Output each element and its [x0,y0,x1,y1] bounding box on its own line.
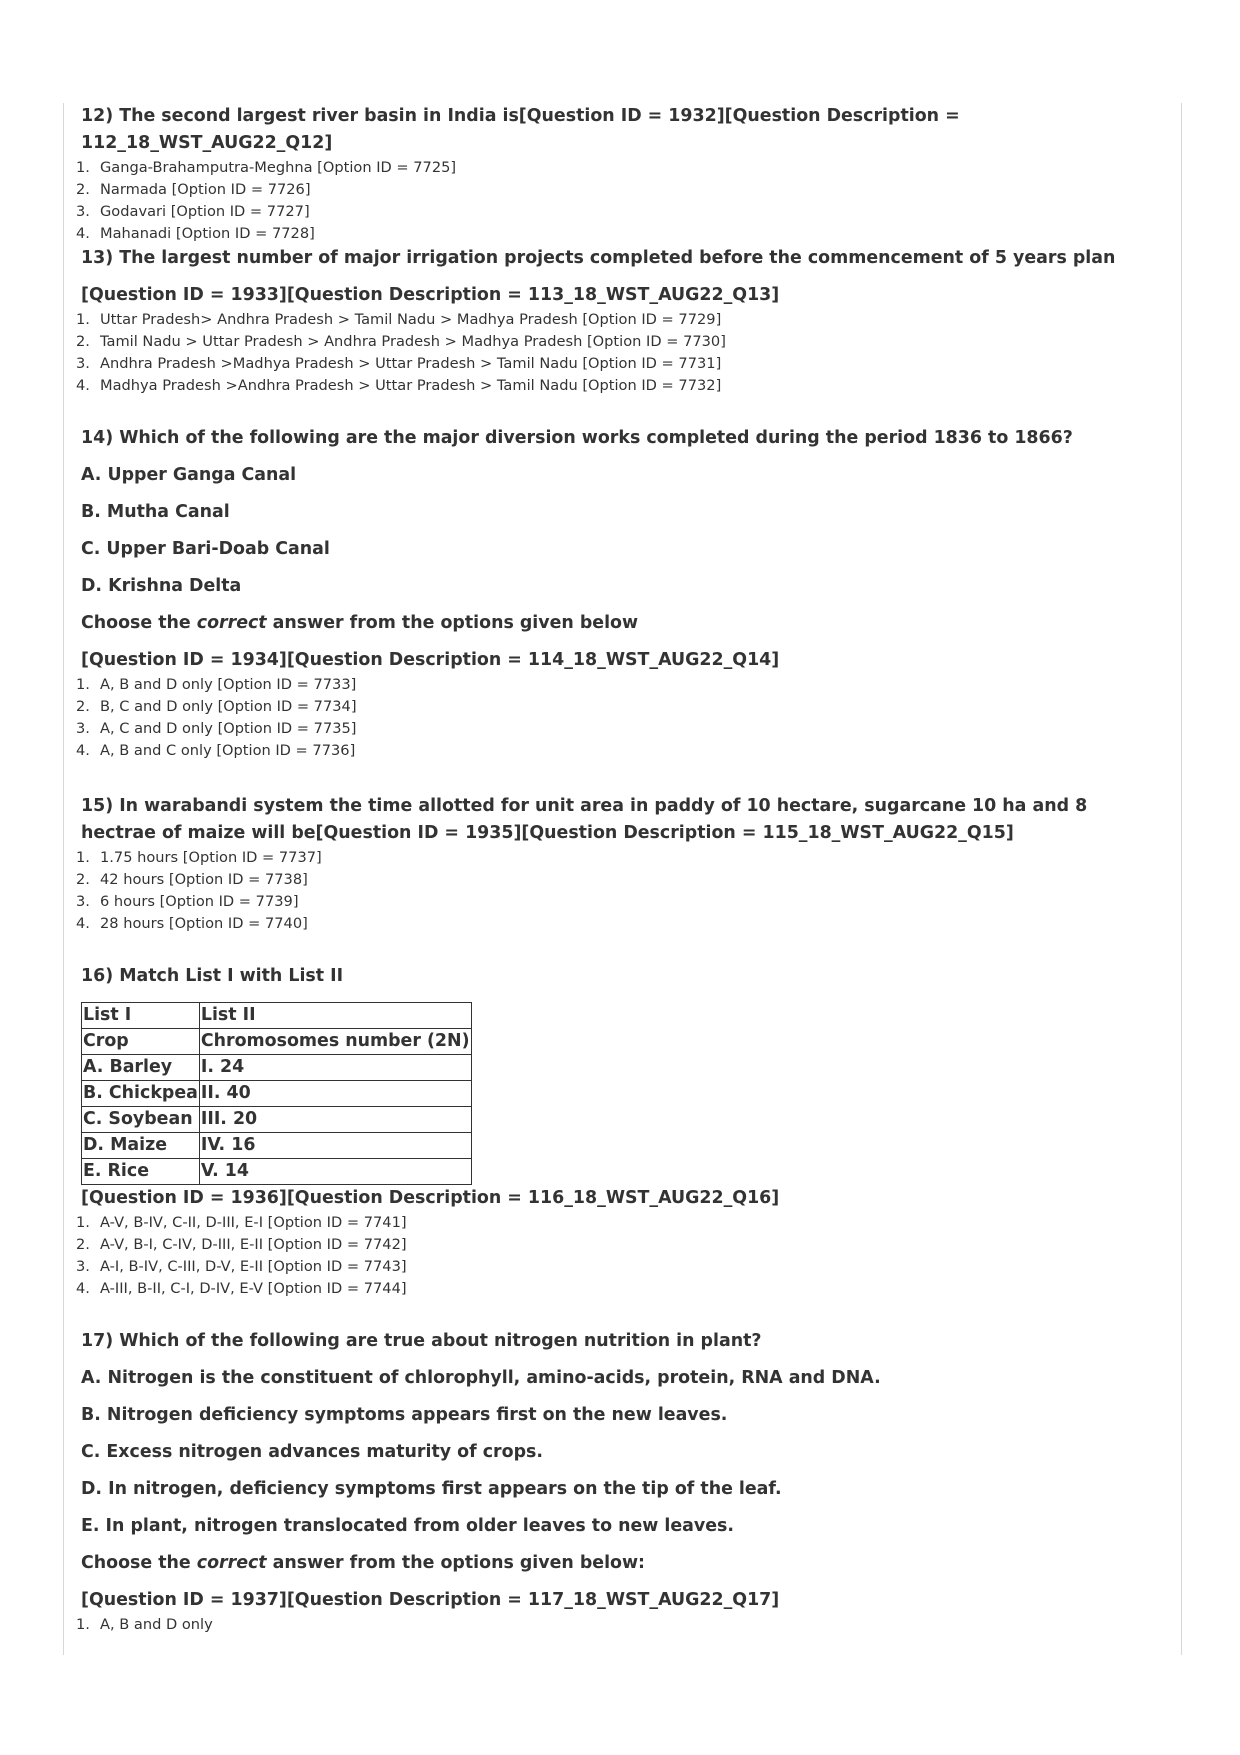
option: 3. Andhra Pradesh >Madhya Pradesh > Uttar Pradesh > Tamil Nadu [Option ID = 7731] [76,355,722,372]
question-title: 13) The largest number of major irrigation projects completed before the commencement of 5 years plan [81,248,1116,268]
question-title: 14) Which of the following are the major diversion works completed during the period 1836 to 1866? [81,428,1073,448]
table-row [82,1159,472,1185]
option: 1. A-V, B-IV, C-II, D-III, E-I [Option ID = 7741] [76,1214,407,1231]
option: 3. A, C and D only [Option ID = 7735] [76,720,357,737]
table-cell: V. 14 [199,1159,471,1185]
option: 4. Madhya Pradesh >Andhra Pradesh > Uttar Pradesh > Tamil Nadu [Option ID = 7732] [76,377,722,394]
statement: C. Upper Bari-Doab Canal [81,539,330,559]
question-title: 17) Which of the following are true about nitrogen nutrition in plant? [81,1331,762,1351]
option: 3. Godavari [Option ID = 7727] [76,203,310,220]
option-list [0,1212,1240,1300]
option: 2. B, C and D only [Option ID = 7734] [76,698,357,715]
question-17 [0,1328,1240,1636]
option-list [0,674,1240,762]
option: 2. 42 hours [Option ID = 7738] [76,871,308,888]
question-id-line: [Question ID = 1937][Question Description = 117_18_WST_AUG22_Q17] [81,1590,780,1610]
match-table [81,1002,472,1185]
option: 1. A, B and D only [Option ID = 7733] [76,676,357,693]
table-row [82,1029,472,1055]
option-list [0,309,1240,397]
table-row [82,1055,472,1081]
table-cell: List I [82,1003,200,1029]
table-cell: B. Chickpea [82,1081,200,1107]
table-cell: III. 20 [199,1107,471,1133]
table-row [82,1003,472,1029]
table-row [82,1081,472,1107]
option-list [0,847,1240,935]
option-list [0,1614,1240,1636]
table-cell: I. 24 [199,1055,471,1081]
table-cell: D. Maize [82,1133,200,1159]
option: 4. Mahanadi [Option ID = 7728] [76,225,315,242]
statement: A. Upper Ganga Canal [81,465,297,485]
table-cell: E. Rice [82,1159,200,1185]
table-cell: Chromosomes number (2N) [199,1029,471,1055]
question-id-line: [Question ID = 1934][Question Description = 114_18_WST_AUG22_Q14] [81,650,780,670]
option: 3. 6 hours [Option ID = 7739] [76,893,299,910]
statement: D. Krishna Delta [81,576,242,596]
question-title: 16) Match List I with List II [81,966,344,986]
option: 1. 1.75 hours [Option ID = 7737] [76,849,322,866]
question-13 [0,245,1240,397]
option: 1. A, B and D only [76,1616,213,1633]
option: 4. 28 hours [Option ID = 7740] [76,915,308,932]
statement: B. Nitrogen deficiency symptoms appears first on the new leaves. [81,1405,728,1425]
statement: C. Excess nitrogen advances maturity of crops. [81,1442,543,1462]
option: 2. A-V, B-I, C-IV, D-III, E-II [Option ID = 7742] [76,1236,407,1253]
table-cell: C. Soybean [82,1107,200,1133]
question-title: 15) In warabandi system the time allotted for unit area in paddy of 10 hectare, sugarcane 10 ha and 8 hectrae of maize will be[Question ID = 1935][Question Description = 115_18_WST_AUG22_Q15] [81,796,1088,843]
table-cell: IV. 16 [199,1133,471,1159]
statement: E. In plant, nitrogen translocated from older leaves to new leaves. [81,1516,734,1536]
option: 1. Ganga-Brahamputra-Meghna [Option ID = 7725] [76,159,457,176]
table-cell: A. Barley [82,1055,200,1081]
statement: B. Mutha Canal [81,502,230,522]
statement: D. In nitrogen, deficiency symptoms first appears on the tip of the leaf. [81,1479,782,1499]
option: 1. Uttar Pradesh> Andhra Pradesh > Tamil Nadu > Madhya Pradesh [Option ID = 7729] [76,311,722,328]
table-row [82,1107,472,1133]
option: 2. Narmada [Option ID = 7726] [76,181,311,198]
question-15 [0,793,1240,935]
table-cell: Crop [82,1029,200,1055]
option: 2. Tamil Nadu > Uttar Pradesh > Andhra Pradesh > Madhya Pradesh [Option ID = 7730] [76,333,726,350]
option: 4. A-III, B-II, C-I, D-IV, E-V [Option ID = 7744] [76,1280,407,1297]
option: 3. A-I, B-IV, C-III, D-V, E-II [Option ID = 7743] [76,1258,407,1275]
table-cell: List II [199,1003,471,1029]
question-id-line: [Question ID = 1936][Question Description = 116_18_WST_AUG22_Q16] [81,1188,780,1208]
table-cell: II. 40 [199,1081,471,1107]
choose-instruction: Choose the correct answer from the options given below: [81,1553,645,1573]
question-id-line: [Question ID = 1933][Question Description = 113_18_WST_AUG22_Q13] [81,285,780,305]
table-row [82,1133,472,1159]
option-list [0,157,1240,245]
question-title: 12) The second largest river basin in India is[Question ID = 1932][Question Description = 112_18_WST_AUG22_Q12] [81,106,960,153]
statement: A. Nitrogen is the constituent of chlorophyll, amino-acids, protein, RNA and DNA. [81,1368,881,1388]
question-12 [0,103,1240,245]
choose-instruction: Choose the correct answer from the options given below [81,613,639,633]
option: 4. A, B and C only [Option ID = 7736] [76,742,356,759]
question-16 [0,963,1240,1300]
question-14 [0,425,1240,762]
